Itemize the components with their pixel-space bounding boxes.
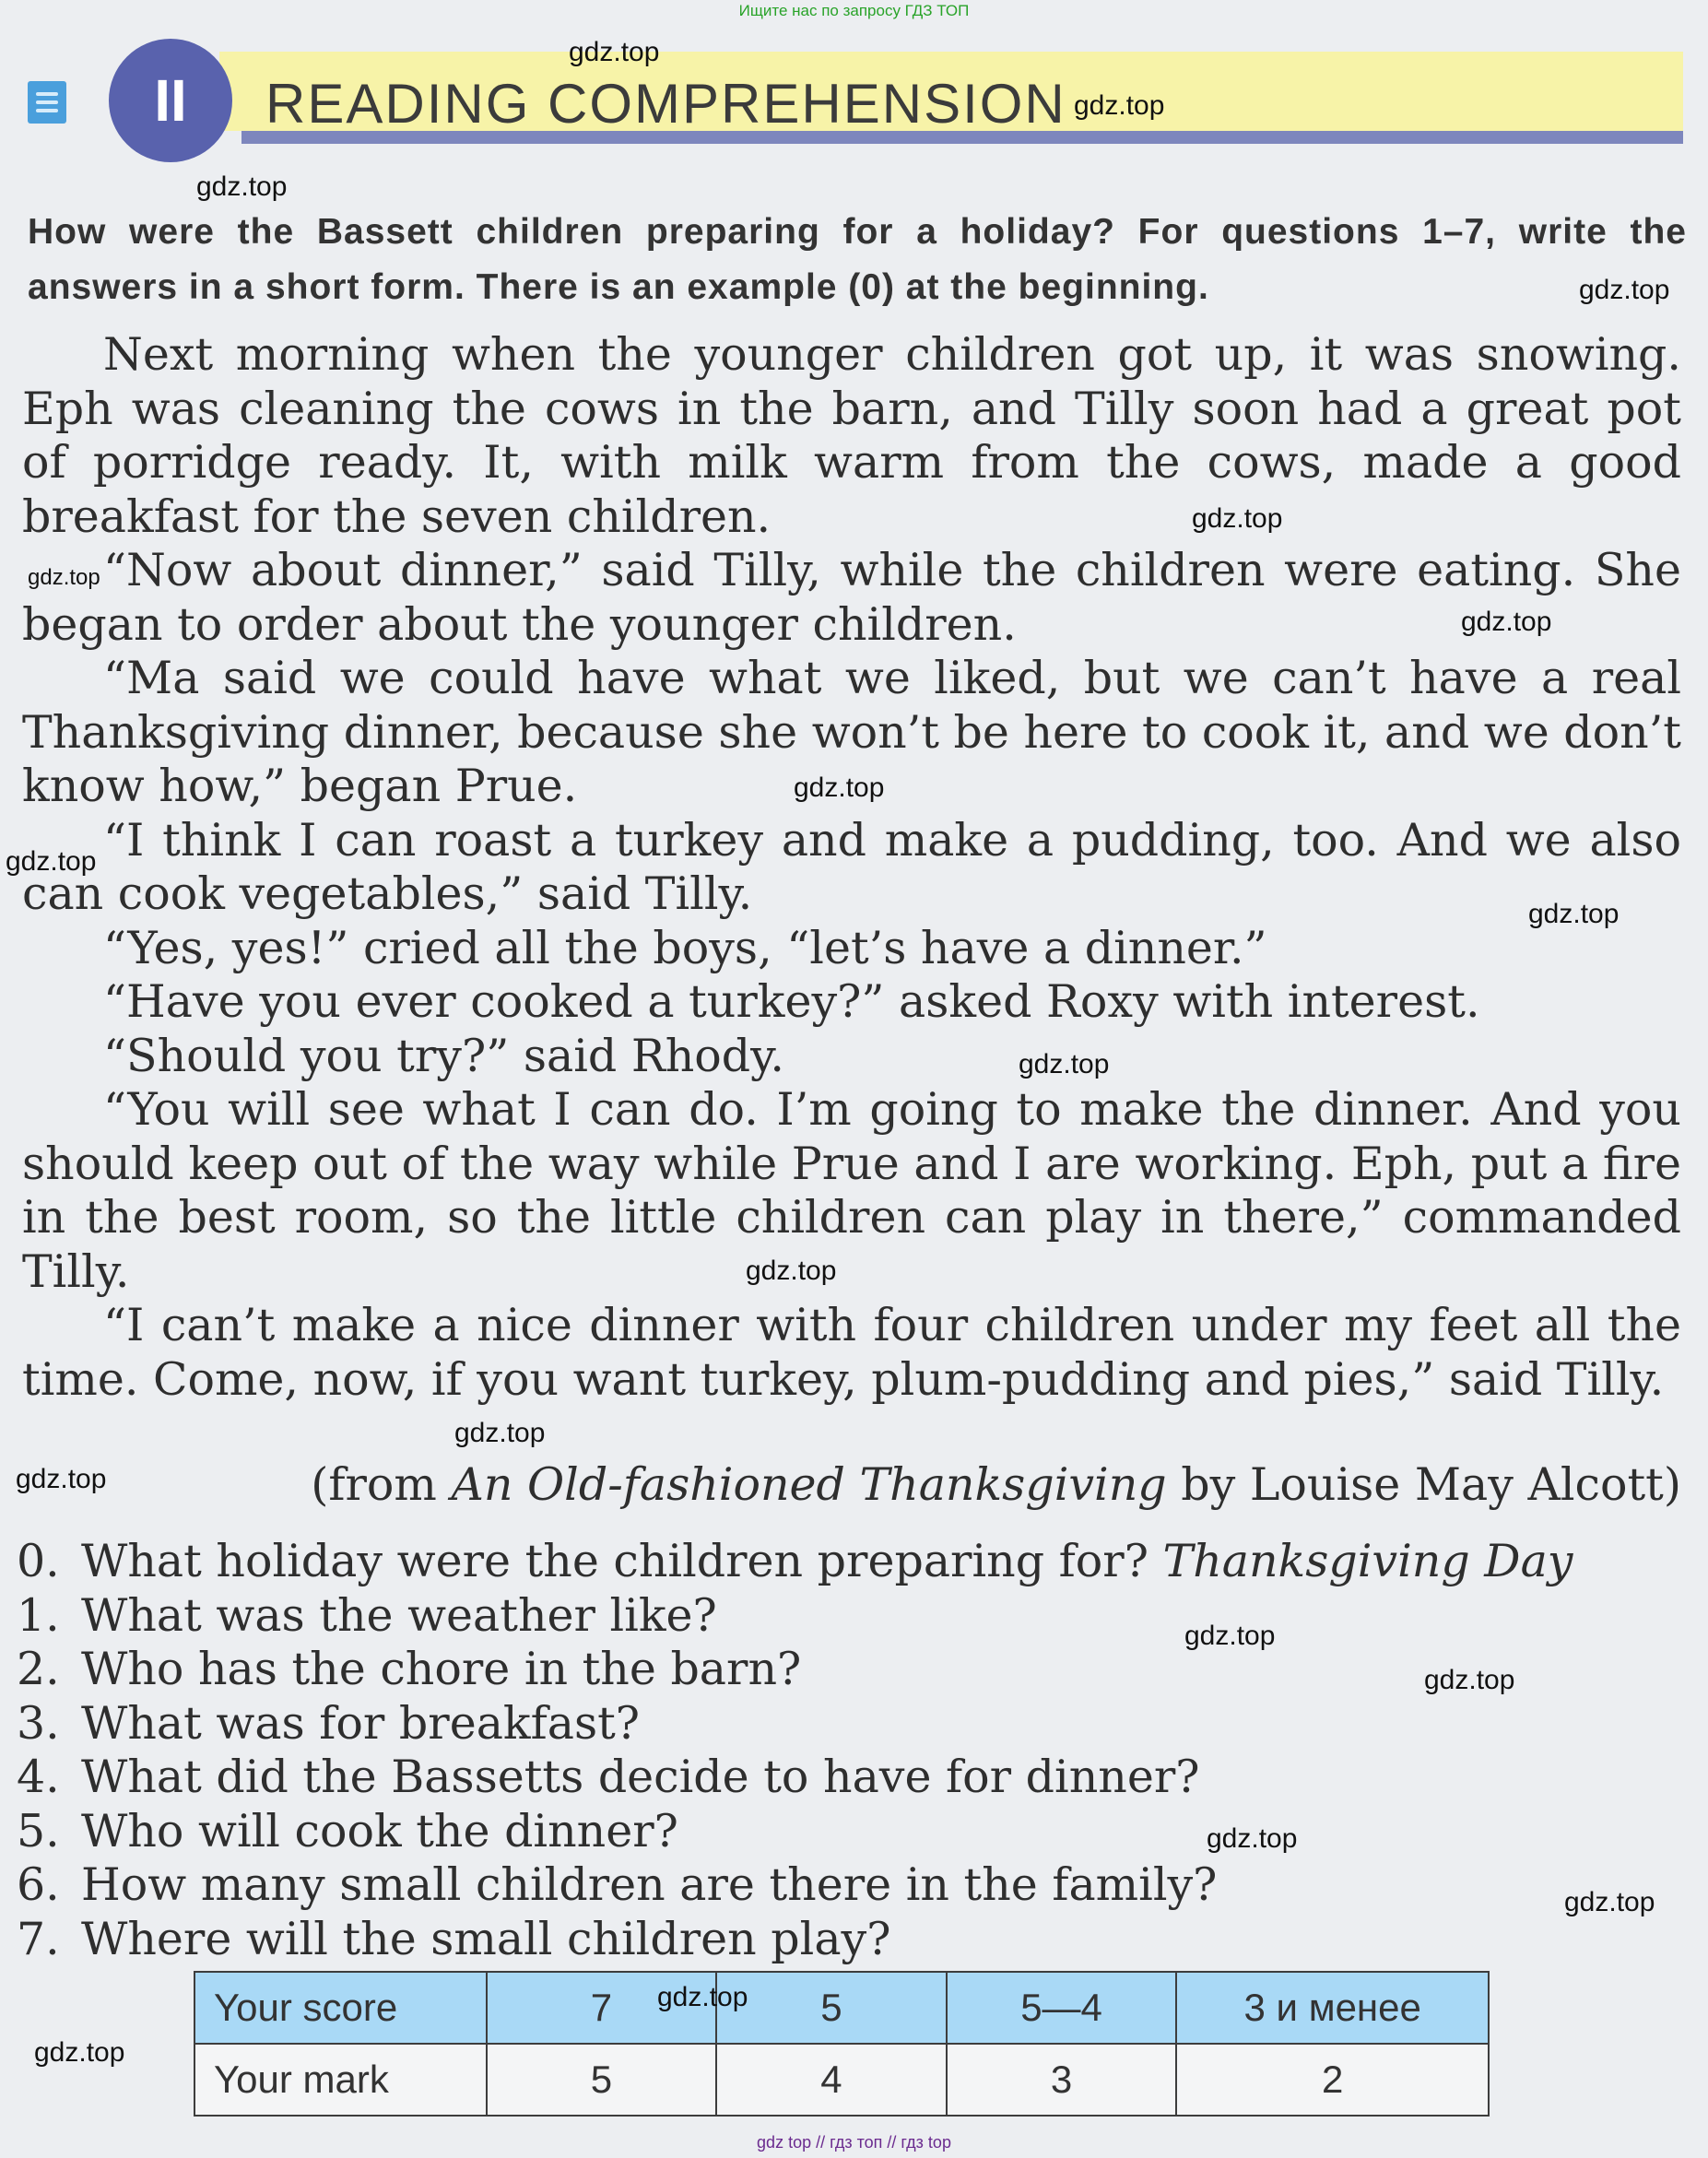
question-list (17, 1535, 1685, 1966)
mark-cell: 4 (716, 2044, 947, 2116)
source-title: An Old-fashioned Thanksgiving (451, 1458, 1167, 1511)
story-source: (from An Old-fashioned Thanksgiving by Louise May Alcott) (311, 1458, 1681, 1511)
watermark: gdz.top (6, 846, 97, 877)
story-paragraph: “Should you try?” said Rhody. (103, 1029, 784, 1082)
watermark: gdz.top (1019, 1049, 1110, 1079)
watermark: gdz.top (1579, 275, 1670, 305)
watermark: gdz.top (1184, 1621, 1276, 1651)
watermark: gdz.top (1461, 607, 1552, 637)
watermark: gdz.top (196, 171, 288, 202)
story-paragraph: “Now about dinner,” said Tilly, while the children were eating. She began to order about the younger children. (22, 544, 1681, 651)
question-item: 2. Who has the chore in the barn? (17, 1643, 802, 1695)
story-paragraph: “Yes, yes!” cried all the boys, “let’s have a dinner.” (103, 921, 1267, 974)
top-search-note: Ищите нас по запросу ГДЗ ТОП (738, 2, 970, 19)
story-paragraph: “Ma said we could have what we liked, but we can’t have a real Thanksgiving dinner, because she won’t be here to cook it, and we don’t know how,” began Prue. (22, 652, 1681, 812)
question-item: 4. What did the Bassetts decide to have for dinner? (17, 1751, 1200, 1803)
score-cell: 3 и менее (1176, 1972, 1489, 2044)
watermark: gdz.top (454, 1418, 546, 1448)
question-item: 5. Who will cook the dinner? (17, 1804, 678, 1857)
score-cell: 7 (487, 1972, 717, 2044)
story-paragraph: “I can’t make a nice dinner with four children under my feet all the time. Come, now, if you want turkey, plum-pudding and pies,” said Tilly. (22, 1299, 1681, 1406)
story-paragraph: “I think I can roast a turkey and make a pudding, too. And we also can cook vegetables,” said Tilly. (22, 813, 1681, 920)
score-cell: 5—4 (947, 1972, 1177, 2044)
question-item: 6. How many small children are there in the family? (17, 1858, 1218, 1911)
watermark: gdz.top (1528, 899, 1620, 929)
story-paragraph: “Have you ever cooked a turkey?” asked Roxy with interest. (103, 975, 1480, 1028)
question-item: 7. Where will the small children play? (17, 1912, 891, 1965)
mark-cell: 5 (487, 2044, 717, 2116)
task-instructions: How were the Bassett children preparing for a holiday? For questions 1–7, write the answers in a short form. There is an example (0) at the beginning. (28, 212, 1687, 307)
watermark: gdz.top (1424, 1665, 1515, 1695)
watermark: gdz.top (1207, 1823, 1298, 1854)
question-item: 0. What holiday were the children preparing for? Thanksgiving Day (17, 1535, 1573, 1587)
story-paragraph: Next morning when the younger children got up, it was snowing. Eph was cleaning the cows in the barn, and Tilly soon had a great pot of porridge ready. It, with milk warm from the cows, made a good breakfast for the seven children. (22, 328, 1681, 543)
watermark: gdz.top (28, 565, 100, 590)
story-text (22, 328, 1681, 1407)
menu-icon[interactable] (28, 81, 66, 124)
score-label: Your score (194, 1972, 487, 2044)
section-title: READING COMPREHENSION (265, 73, 1066, 135)
watermark: gdz.top (1564, 1887, 1655, 1917)
example-answer: Thanksgiving Day (1162, 1535, 1573, 1587)
question-item: 1. What was the weather like? (17, 1588, 717, 1642)
watermark: gdz.top (1192, 503, 1283, 534)
score-cell: 5 (716, 1972, 947, 2044)
bottom-watermark-note: gdz top // гдз топ // гдз top (757, 2133, 951, 2152)
watermark: gdz.top (34, 2037, 125, 2068)
watermark: gdz.top (569, 37, 660, 67)
story-paragraph: “You will see what I can do. I’m going to make the dinner. And you should keep out of the way while Prue and I are working. Eph, put a fire in the best room, so the little children can play in there,” commanded Tilly. (22, 1083, 1681, 1298)
watermark: gdz.top (794, 772, 885, 803)
watermark: gdz.top (1074, 90, 1165, 121)
watermark: gdz.top (657, 1982, 748, 2012)
section-number-badge: II (109, 39, 232, 162)
watermark: gdz.top (746, 1256, 837, 1286)
question-item: 3. What was for breakfast? (17, 1696, 641, 1750)
watermark: gdz.top (16, 1464, 107, 1494)
score-table (194, 1971, 1490, 2117)
mark-cell: 2 (1176, 2044, 1489, 2116)
mark-label: Your mark (194, 2044, 487, 2116)
mark-cell: 3 (947, 2044, 1177, 2116)
